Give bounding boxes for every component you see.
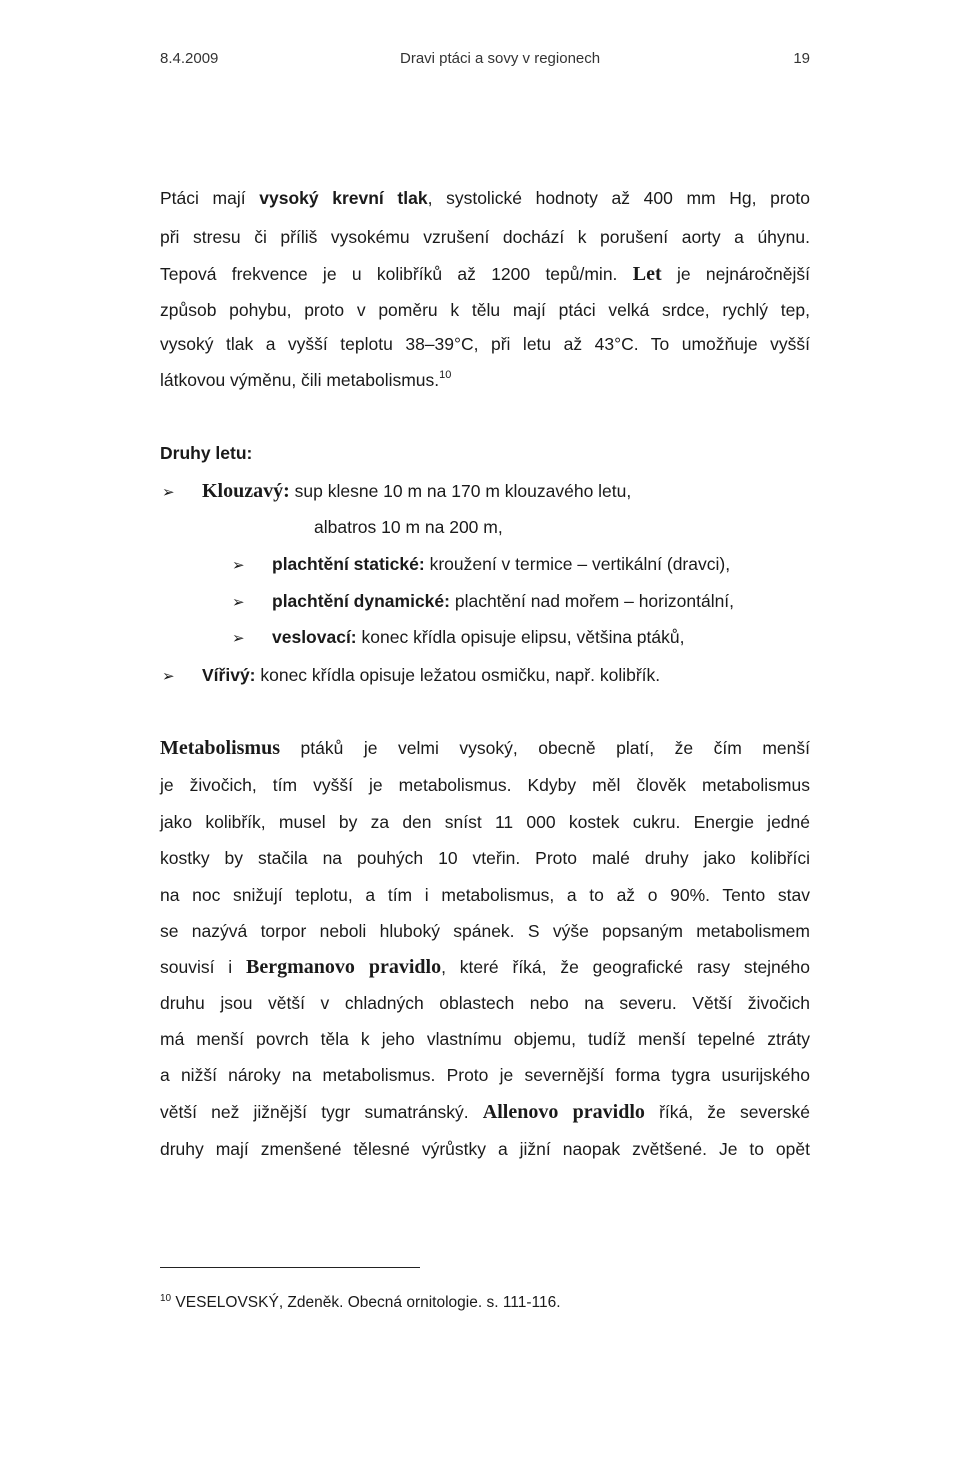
arrow-bullet-icon: ➢ [162,667,175,685]
footnote-ref[interactable]: 10 [439,369,452,381]
arrow-bullet-icon: ➢ [232,629,245,647]
list-item: albatros 10 m na 200 m, [314,517,503,537]
text-line: a nižší nároky na metabolismus. Proto je severnější forma tygra usurijského [160,1065,810,1085]
text-line: druhy mají zmenšené tělesné výrůstky a jižní naopak zvětšené. Je to opět [160,1139,810,1159]
footnote: $^{10}$ VESELOVSKÝ, Zdeněk. Obecná ornitologie. s. 111-116. [160,1293,561,1311]
page-number: 19 [793,50,810,67]
text-line: Tepová frekvence je u kolibříků až 1200 tepů/min. Let je nejnáročnější [160,263,810,285]
arrow-bullet-icon: ➢ [232,593,245,611]
footnote-divider [160,1267,420,1268]
list-item: ➢ plachtění dynamické: plachtění nad mořem – horizontální, [232,589,882,614]
text-line: při stresu či příliš vysokému vzrušení dochází k porušení aorty a úhynu. [160,227,810,247]
text-line: Ptáci mají vysoký krevní tlak, systolické hodnoty až 400 mm Hg, proto [160,188,810,208]
text-line: je živočich, tím vyšší je metabolismus. Kdyby měl člověk metabolismus [160,775,810,795]
text-line: kostky by stačila na pouhých 10 vteřin. Proto malé druhy jako kolibříci [160,848,810,868]
text-line: vysoký tlak a vyšší teplotu 38–39°C, při letu až 43°C. To umožňuje vyšší [160,334,810,354]
text-line: druhu jsou větší v chladných oblastech nebo na severu. Větší živočich [160,993,810,1013]
footnote-number: 10 [160,1293,172,1304]
text-line: se nazývá torpor neboli hluboký spánek. S výše popsaným metabolismem [160,921,810,941]
arrow-bullet-icon: ➢ [162,483,175,501]
list-item: ➢ Klouzavý: sup klesne 10 m na 170 m klouzavého letu, [162,480,632,502]
list-item: ➢ plachtění statické: kroužení v termice – vertikální (dravci), [232,552,882,577]
section-heading: Druhy letu: [160,443,253,463]
header-title: Dravi ptáci a sovy v regionech [400,50,601,67]
text-line: má menší povrch těla k jeho vlastnímu objemu, tudíž menší tepelné ztráty [160,1029,810,1049]
arrow-bullet-icon: ➢ [232,556,245,574]
text-line: způsob pohybu, proto v poměru k tělu mají ptáci velká srdce, rychlý tep, [160,300,810,320]
list-item: ➢ Vířivý: konec křídla opisuje ležatou osmičku, např. kolibřík. [162,663,812,688]
text-line: jako kolibřík, musel by za den sníst 11 000 kostek cukru. Energie jedné [160,812,810,832]
list-item: ➢ veslovací: konec křídla opisuje elipsu, většina ptáků, [232,625,882,650]
text-line: látkovou výměnu, čili metabolismus.$^{10}$ [160,369,452,390]
text-line: větší než jižnější tygr sumatránský. Allenovo pravidlo říká, že severské [160,1101,810,1123]
text-line: Metabolismus ptáků je velmi vysoký, obecně platí, že čím menší [160,737,810,759]
running-header [160,50,810,74]
text-line: na noc snižují teplotu, a tím i metabolismus, a to až o 90%. Tento stav [160,885,810,905]
text-line: souvisí i Bergmanovo pravidlo, které říká, že geografické rasy stejného [160,956,810,978]
header-date: 8.4.2009 [160,50,219,67]
